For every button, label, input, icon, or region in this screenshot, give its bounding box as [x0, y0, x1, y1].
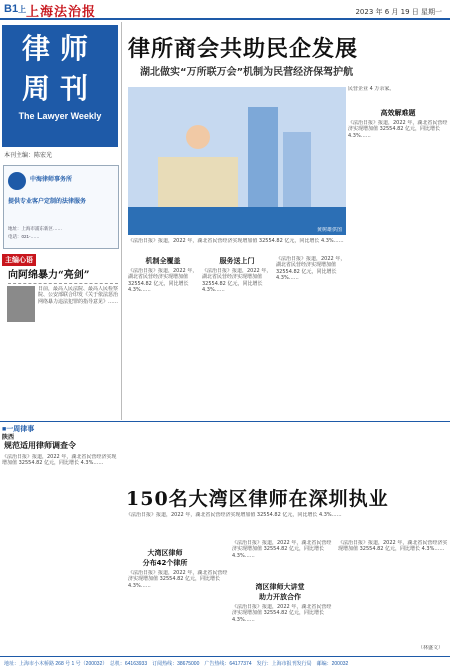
firm-slogan: 提供专业客户定制的法律服务: [8, 199, 87, 205]
right-column: [348, 86, 448, 420]
brief-body: 《法治日报》报道，2022 年，湖北省民营经济实现增加值 32554.82 亿元，同比增长 4.3%……: [2, 454, 117, 467]
right-top-text: 民营企业 4 万余家。: [348, 86, 395, 92]
article-col-3: [276, 238, 346, 420]
second-sub-1: 大湾区律师: [147, 549, 183, 557]
illustration-art: [128, 87, 346, 235]
second-credit: （林盛文）: [418, 645, 444, 651]
firm-logo-icon: [8, 172, 26, 190]
second-col-2: 《法治日报》报道，2022 年，湖北省民营经济实现增加值 32554.82 亿元，同比增长 4.3%……: [232, 540, 332, 559]
article-col-1: [128, 238, 198, 420]
briefs-label: ■一周律事: [2, 426, 35, 433]
right-section-title: 高效解难题: [380, 109, 416, 117]
illustration: [128, 87, 346, 235]
column-label: 主编心语: [2, 254, 36, 266]
col2-body: 《法治日报》报道，2022 年，湖北省民营经济实现增加值 32554.82 亿元，同比增长 4.3%……: [202, 268, 272, 294]
law-firm-ad: [3, 165, 119, 249]
editor-line: 本刊主编：陈宏光: [4, 152, 53, 159]
col1-title: 机制全覆盖: [145, 257, 181, 265]
col1-body: 《法治日报》报道，2022 年，湖北省民营经济实现增加值 32554.82 亿元，同比增长 4.3%……: [128, 268, 198, 294]
firm-address: 地址：上海市浦东新区……: [8, 226, 62, 231]
commentary-heading: 向阿绵暴力“亮剑”: [8, 266, 118, 284]
newspaper-name: 上海法治报: [26, 5, 97, 20]
second-sub-3: 湾区律师大讲堂: [255, 583, 305, 591]
brief-region: 陕西: [2, 434, 15, 441]
photo-credit: 黄树雄供图: [316, 226, 342, 233]
brief-title: 规范适用律师调查令: [4, 440, 76, 450]
main-subhead: 湖北做实“万所联万会”机制为民营经济保驾护航: [140, 67, 354, 78]
lead-text: 《法治日报》报道，2022 年，湖北省民营经济实现增加值 32554.82 亿元，同比增长 4.3%……: [128, 238, 344, 244]
second-headline: 150名大湾区律师在深圳执业: [126, 488, 389, 510]
commentary-body: 日前，最高人民法院、最高人民检察院、公安部联合印发《关于依法惩治网络暴力违法犯罪的指导意见》……: [38, 286, 118, 305]
column-title-1: 律师: [21, 32, 98, 65]
main-headline: 律所商会共助民企发展: [128, 36, 359, 62]
col2-title: 服务送上门: [219, 257, 255, 265]
right-body: 《法治日报》报道，2022 年，湖北省民营经济实现增加值 32554.82 亿元，同比增长 4.3%……: [348, 120, 448, 139]
second-sub-2: 分布42个律所: [142, 559, 188, 567]
author-photo: [7, 286, 35, 322]
news-briefs: [2, 424, 118, 650]
firm-phone: 电话：021-……: [8, 234, 40, 239]
masthead-bar: [0, 0, 450, 20]
column-title-2: 周刊: [21, 72, 98, 105]
page-footer: 地址：上海市小木桥路 268 号 1 号（200032） 总机：64163933 订阅热线：38675000 广告热线：64177374 发行：上海市报刊发行局 邮编：200032: [0, 656, 450, 668]
second-col-1: 《法治日报》报道，2022 年，湖北省民营经济实现增加值 32554.82 亿元，同比增长 4.3%……: [128, 570, 228, 589]
second-col-3: 《法治日报》报道，2022 年，湖北省民营经济实现增加值 32554.82 亿元，同比增长 4.3%……: [338, 540, 448, 553]
second-lead: 《法治日报》报道，2022 年，湖北省民营经济实现增加值 32554.82 亿元，同比增长 4.3%……: [126, 512, 342, 518]
column-logo: [2, 25, 118, 147]
second-col-2b: 《法治日报》报道，2022 年，湖北省民营经济实现增加值 32554.82 亿元，同比增长 4.3%……: [232, 604, 332, 623]
firm-name: 中海律师事务所: [30, 177, 73, 183]
second-sub-4: 助力开放合作: [259, 593, 301, 601]
issue-date: 2023 年 6 月 19 日 星期一: [355, 8, 442, 16]
column-title-en: The Lawyer Weekly: [18, 111, 102, 121]
page-number: B1上: [4, 3, 27, 15]
section-divider: [0, 421, 450, 422]
col3-body: 《法治日报》报道，2022 年，湖北省民营经济实现增加值 32554.82 亿元，同比增长 4.3%……: [276, 256, 346, 282]
article-col-2: [202, 238, 272, 420]
left-sidebar: [0, 22, 122, 420]
